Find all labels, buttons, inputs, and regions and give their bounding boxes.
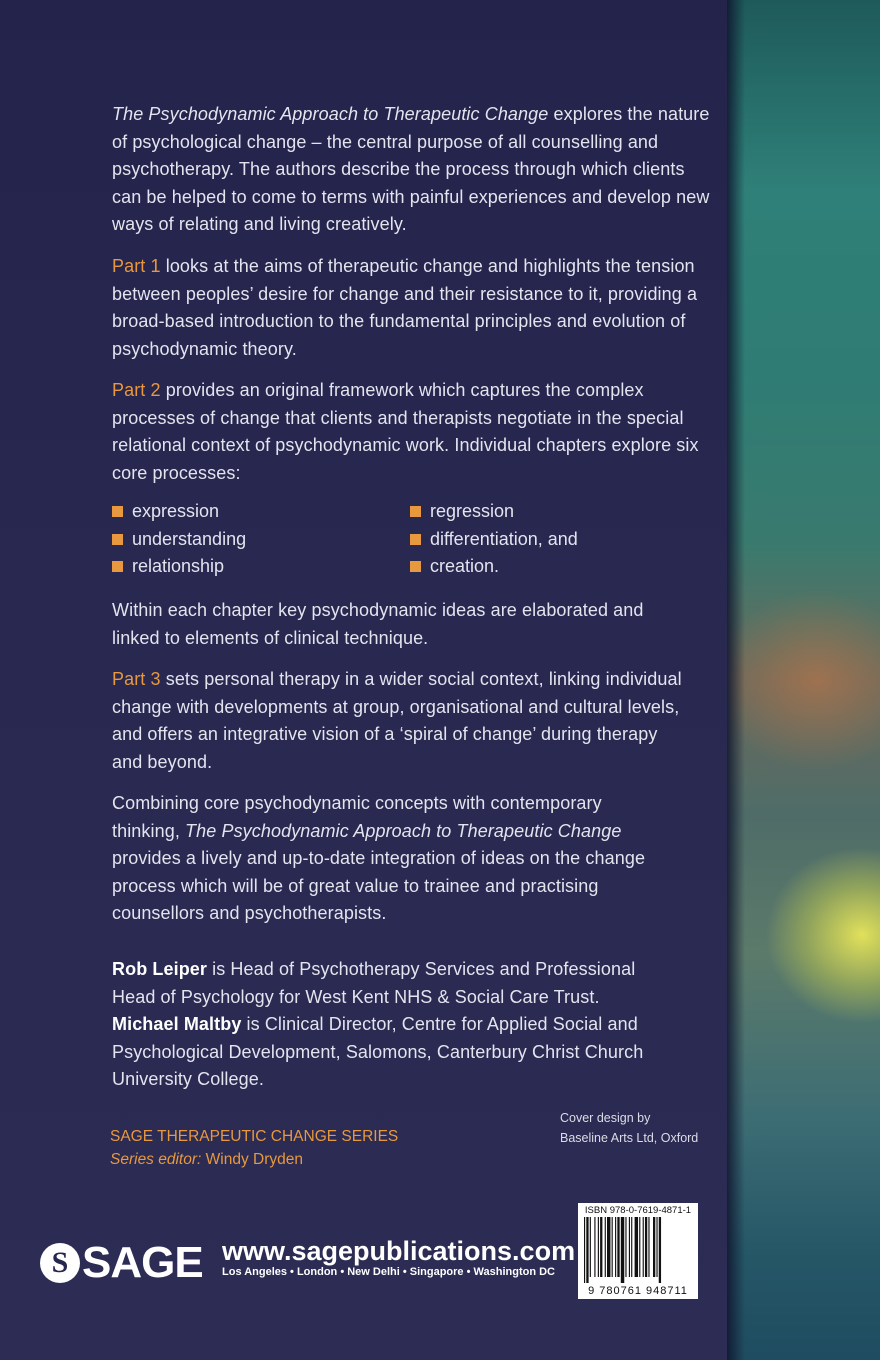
series-name: SAGE THERAPEUTIC CHANGE SERIES <box>110 1128 399 1145</box>
barcode-bar <box>645 1217 647 1277</box>
process-item <box>112 526 246 554</box>
process-label: creation. <box>430 556 500 577</box>
intro-paragraph <box>112 101 712 239</box>
cover-design-credit <box>560 1108 698 1148</box>
barcode-bar <box>621 1217 624 1283</box>
series-editor-label: Series editor: <box>110 1151 202 1168</box>
book-title-italic: The Psychodynamic Approach to Therapeutic Change <box>112 104 549 124</box>
series-editor-name: Windy Dryden <box>201 1151 303 1168</box>
process-label: differentiation, and <box>430 528 578 549</box>
process-label: relationship <box>132 556 225 577</box>
barcode-bar <box>653 1217 655 1277</box>
process-item <box>410 526 578 554</box>
barcode-icon <box>584 1217 692 1283</box>
combining-paragraph <box>112 790 660 928</box>
bullet-square-icon <box>410 561 421 572</box>
part3-paragraph <box>112 666 692 776</box>
sage-logo <box>40 1238 203 1288</box>
part2-paragraph <box>112 377 712 487</box>
part2-text: provides an original framework which captures the complex processes of change that clients and therapists negotiate in the special relational context of psychodynamic work. Individual chapters explore six core processes: <box>112 380 699 483</box>
part1-paragraph <box>112 253 712 363</box>
isbn-digits: 9 780761 948711 <box>588 1285 688 1297</box>
bullet-square-icon <box>410 534 421 545</box>
bullet-square-icon <box>410 506 421 517</box>
process-list-left <box>112 498 246 581</box>
author-bios <box>112 956 652 1094</box>
barcode-bar <box>612 1217 613 1277</box>
barcode-bar <box>629 1217 630 1277</box>
book-title-italic: The Psychodynamic Approach to Therapeutic Change <box>185 820 622 841</box>
publisher-website[interactable]: www.sagepublications.com <box>222 1236 576 1266</box>
author2-bio: is Clinical Director, Centre for Applied Social and Psychological Development, Salomons, Canterbury Christ Church University College. <box>112 1014 644 1089</box>
barcode-bar <box>656 1217 657 1277</box>
part2-label: Part 2 <box>112 380 161 400</box>
combining-text-after: provides a lively and up-to-date integration of ideas on the change process which will be of great value to trainee and practising counsellors and psychotherapists. <box>112 848 646 923</box>
isbn-barcode-box <box>578 1203 698 1299</box>
within-paragraph: Within each chapter key psychodynamic ideas are elaborated and linked to elements of clinical technique. <box>112 600 644 648</box>
series-editor <box>110 1151 303 1169</box>
barcode-bar <box>639 1217 640 1277</box>
cover-edge-shadow <box>727 0 745 1360</box>
cover-design-line2: Baseline Arts Ltd, Oxford <box>560 1131 699 1145</box>
cover-design-line1: Cover design by <box>560 1111 651 1125</box>
process-list-right <box>410 498 578 581</box>
bullet-square-icon <box>112 561 123 572</box>
sage-logo-mark-icon: S <box>40 1243 80 1283</box>
barcode-bar <box>607 1217 610 1277</box>
process-item <box>410 553 578 581</box>
part3-text: sets personal therapy in a wider social context, linking individual change with developments at group, organisational and cultural levels, and offers an integrative vision of a ‘spiral of change’ during therapy and beyond. <box>112 669 682 772</box>
barcode-bar <box>598 1217 599 1277</box>
barcode-bar <box>643 1217 644 1277</box>
barcode-bar <box>648 1217 649 1277</box>
author2-name: Michael Maltby <box>112 1014 242 1034</box>
barcode-bar <box>615 1217 616 1277</box>
part3-label: Part 3 <box>112 669 161 689</box>
bullet-square-icon <box>112 506 123 517</box>
barcode-bar <box>600 1217 602 1277</box>
barcode-bar <box>659 1217 661 1283</box>
intro-text: explores the nature of psychological change – the central purpose of all counselling and psychotherapy. The authors describe the process through which clients can be helped to come to terms with painful experiences and develop new ways of relating and living creatively. <box>112 104 710 234</box>
barcode-bar <box>590 1217 591 1277</box>
barcode-bar <box>594 1217 595 1277</box>
process-label: regression <box>430 501 515 522</box>
sage-logo-word: SAGE <box>82 1238 203 1287</box>
barcode-bar <box>625 1217 626 1277</box>
part1-text: looks at the aims of therapeutic change and highlights the tension between peoples’ desire for change and their resistance to it, providing a broad-based introduction to the fundamental principles and evolution of psychodynamic theory. <box>112 256 698 359</box>
barcode-bar <box>617 1217 619 1277</box>
barcode-bar <box>584 1217 585 1283</box>
barcode-bar <box>631 1217 632 1277</box>
part1-label: Part 1 <box>112 256 161 276</box>
author1-bio: is Head of Psychotherapy Services and Professional Head of Psychology for West Kent NHS & Social Care Trust. <box>112 959 636 1007</box>
bullet-square-icon <box>112 534 123 545</box>
process-label: understanding <box>132 528 247 549</box>
cover-edge-artwork <box>727 0 880 1360</box>
process-item <box>410 498 578 526</box>
process-item <box>112 498 246 526</box>
combining-text-before: Combining core psychodynamic concepts with contemporary thinking, <box>112 793 602 841</box>
process-label: expression <box>132 501 220 522</box>
barcode-bar <box>586 1217 588 1283</box>
author1-name: Rob Leiper <box>112 959 208 979</box>
barcode-bar <box>635 1217 638 1277</box>
publisher-cities: Los Angeles • London • New Delhi • Singapore • Washington DC <box>222 1266 555 1278</box>
barcode-bar <box>605 1217 606 1277</box>
isbn-label: ISBN 978-0-7619-4871-1 <box>584 1205 692 1216</box>
process-item <box>112 553 246 581</box>
